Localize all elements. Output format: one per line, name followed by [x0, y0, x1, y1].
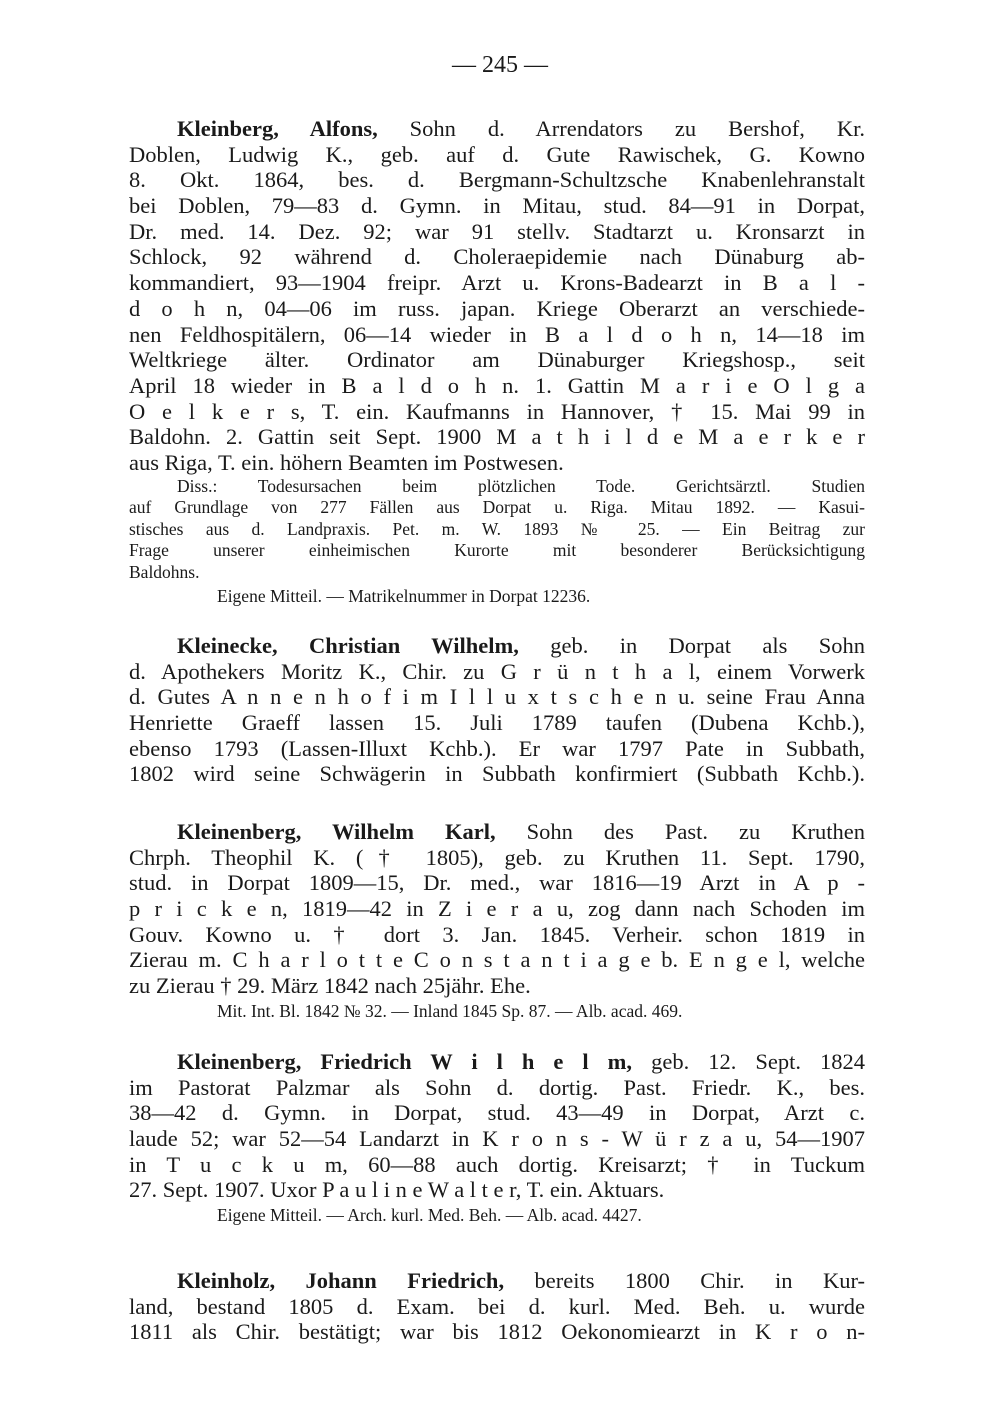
dissertation-note: Baldohns.: [129, 562, 200, 582]
dissertation-note: Diss.: Todesursachen beim plötzlichen Tode. Gerichtsärztl. Studien: [177, 475, 865, 496]
entry-line: bei Doblen, 79—83 d. Gymn. in Mitau, stud. 84—91 in Dorpat,: [129, 193, 865, 219]
entry-line: Baldohn. 2. Gattin seit Sept. 1900 M a t h i l d e M a e r k e r: [129, 424, 865, 450]
entry-line: in T u c k u m, 60—88 auch dortig. Kreisarzt; † in Tuckum: [129, 1151, 865, 1177]
entry-line: 27. Sept. 1907. Uxor P a u l i n e W a l t e r, T. ein. Aktuars.: [129, 1177, 665, 1203]
entry-line: Chrph. Theophil K. († 1805), geb. zu Kruthen 11. Sept. 1790,: [129, 844, 865, 870]
entry-kleinenberg-friedrich-wilhelm: [129, 1049, 865, 1227]
entry-line: O e l k e r s, T. ein. Kaufmanns in Hannover, † 15. Mai 99 in: [129, 398, 865, 424]
source-reference: Mit. Int. Bl. 1842 № 32. — Inland 1845 Sp. 87. — Alb. acad. 469.: [217, 1000, 683, 1021]
entry-line: p r i c k e n, 1819—42 in Z i e r a u, zog dann nach Schoden im: [129, 896, 865, 922]
entry-kleinberg-alfons: [129, 116, 865, 608]
entry-line: aus Riga, T. ein. höhern Beamten im Postwesen.: [129, 449, 564, 475]
entry-name: Kleinecke, Christian Wilhelm,: [177, 633, 519, 658]
entry-line: land, bestand 1805 d. Exam. bei d. kurl. Med. Beh. u. wurde: [129, 1293, 865, 1319]
entry-line: 1811 als Chir. bestätigt; war bis 1812 Oekonomiearzt in K r o n-: [129, 1319, 865, 1345]
entry-line: Schlock, 92 während d. Choleraepidemie nach Dünaburg ab-: [129, 244, 865, 270]
entry-line: stud. in Dorpat 1809—15, Dr. med., war 1816—19 Arzt in A p -: [129, 870, 865, 896]
entry-line: April 18 wieder in B a l d o h n. 1. Gattin M a r i e O l g a: [129, 372, 865, 398]
dissertation-note: Frage unserer einheimischen Kurorte mit besonderer Berücksichtigung: [129, 540, 865, 561]
entry-name: Kleinenberg, Friedrich W i l h e l m,: [177, 1049, 633, 1074]
page-number: — 245 —: [452, 52, 548, 78]
entry-text: bereits 1800 Chir. in Kur-: [534, 1268, 865, 1293]
entry-line: Zierau m. C h a r l o t t e C o n s t a n t i a g e b. E n g e l, welche: [129, 947, 865, 973]
entry-kleinholz-johann-friedrich: [129, 1268, 865, 1345]
dissertation-note: stisches aus d. Landpraxis. Pet. m. W. 1893 № 25. — Ein Beitrag zur: [129, 518, 865, 539]
entry-name: Kleinenberg, Wilhelm Karl,: [177, 819, 496, 844]
entry-line: 8. Okt. 1864, bes. d. Bergmann-Schultzsche Knabenlehranstalt: [129, 167, 865, 193]
entry-line: nen Feldhospitälern, 06—14 wieder in B a l d o h n, 14—18 im: [129, 321, 865, 347]
entry-line: d. Gutes A n n e n h o f i m I l l u x t s c h e n u. seine Frau Anna: [129, 684, 865, 710]
source-reference: Eigene Mitteil. — Arch. kurl. Med. Beh. — Alb. acad. 4427.: [217, 1205, 642, 1226]
entry-first-line: [129, 116, 865, 142]
entry-text: geb. 12. Sept. 1824: [651, 1049, 865, 1074]
entry-line: Gouv. Kowno u. † dort 3. Jan. 1845. Verheir. schon 1819 in: [129, 921, 865, 947]
dissertation-note: auf Grundlage von 277 Fällen aus Dorpat u. Riga. Mitau 1892. — Kasui-: [129, 497, 865, 518]
entry-first-line: [129, 1049, 865, 1075]
entry-first-line: [129, 1268, 865, 1294]
entry-line: laude 52; war 52—54 Landarzt in K r o n s - W ü r z a u, 54—1907: [129, 1126, 865, 1152]
entry-line: kommandiert, 93—1904 freipr. Arzt u. Krons-Badearzt in B a l -: [129, 270, 865, 296]
entry-line: Weltkriege älter. Ordinator am Dünaburger Kriegshosp., seit: [129, 347, 865, 373]
entry-line: im Pastorat Palzmar als Sohn d. dortig. Past. Friedr. K., bes.: [129, 1074, 865, 1100]
entry-kleinenberg-wilhelm-karl: [129, 819, 865, 1023]
entry-line: Doblen, Ludwig K., geb. auf d. Gute Rawischek, G. Kowno: [129, 141, 865, 167]
entry-first-line: [129, 633, 865, 659]
entry-line: Henriette Graeff lassen 15. Juli 1789 taufen (Dubena Kchb.),: [129, 710, 865, 736]
entry-name: Kleinberg, Alfons,: [177, 116, 378, 141]
entry-line: Dr. med. 14. Dez. 92; war 91 stellv. Stadtarzt u. Kronsarzt in: [129, 218, 865, 244]
entry-text: Sohn des Past. zu Kruthen: [526, 819, 865, 844]
source-reference: Eigene Mitteil. — Matrikelnummer in Dorpat 12236.: [217, 585, 591, 606]
entry-name: Kleinholz, Johann Friedrich,: [177, 1268, 505, 1293]
entry-line: zu Zierau † 29. März 1842 nach 25jähr. Ehe.: [129, 973, 531, 999]
entry-line: 1802 wird seine Schwägerin in Subbath konfirmiert (Subbath Kchb.).: [129, 761, 865, 787]
entry-first-line: [129, 819, 865, 845]
entry-line: ebenso 1793 (Lassen-Illuxt Kchb.). Er war 1797 Pate in Subbath,: [129, 735, 865, 761]
entry-text: Sohn d. Arrendators zu Bershof, Kr.: [409, 116, 866, 141]
entry-kleinecke-christian-wilhelm: [129, 633, 865, 787]
entry-line: d o h n, 04—06 im russ. japan. Kriege Oberarzt an verschiede-: [129, 295, 865, 321]
entry-text: geb. in Dorpat als Sohn: [550, 633, 865, 658]
entry-line: d. Apothekers Moritz K., Chir. zu G r ü n t h a l, einem Vorwerk: [129, 658, 865, 684]
entry-line: 38—42 d. Gymn. in Dorpat, stud. 43—49 in Dorpat, Arzt c.: [129, 1100, 865, 1126]
